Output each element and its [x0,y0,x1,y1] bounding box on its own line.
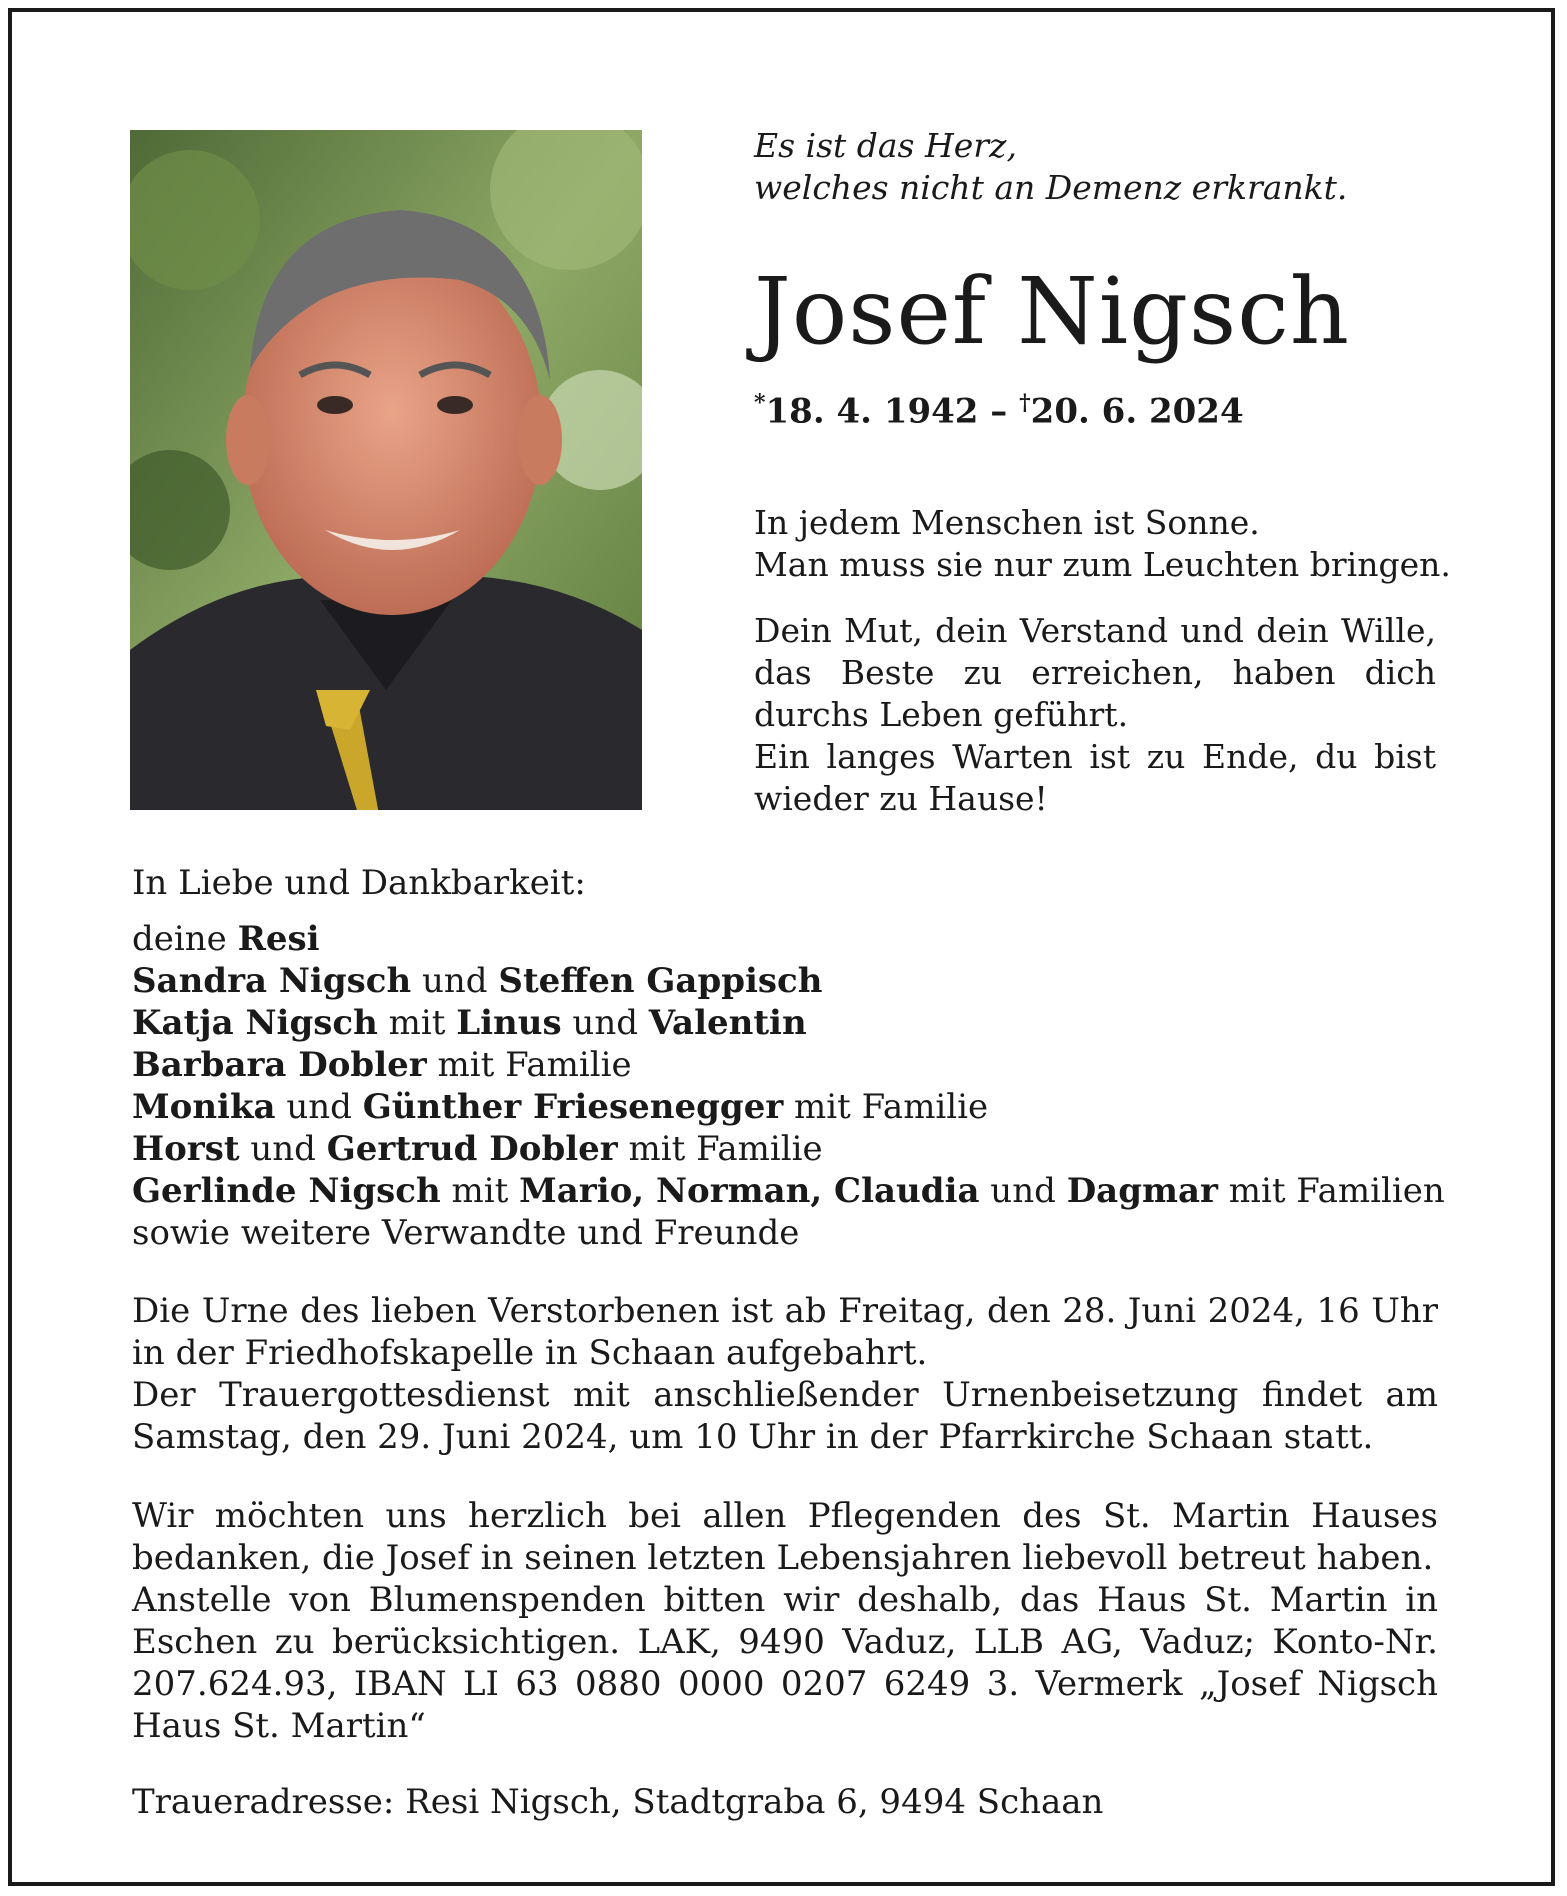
mourners-list [132,862,1452,1254]
row-text: und [561,1003,649,1043]
row-text: mit Familie [617,1129,823,1169]
mourning-address: Traueradresse: Resi Nigsch, Stadtgraba 6, 9494 Schaan [132,1782,1104,1822]
row-name: Monika [132,1087,276,1127]
death-cross-icon: † [1019,390,1031,416]
row-name: Resi [237,919,320,959]
row-name: Dagmar [1066,1171,1218,1211]
funeral-paragraph: Der Trauergottesdienst mit anschließender Urnenbeisetzung findet am Samstag, den 29. Juni 2024, um 10 Uhr in der Pfarrkirche Schaan statt. [132,1375,1438,1457]
birth-date: 18. 4. 1942 [765,391,979,432]
mourner-row [132,1086,1452,1128]
row-text: und [979,1171,1067,1211]
mourner-row [132,1128,1452,1170]
row-text: mit [440,1171,520,1211]
birth-star-icon: * [754,390,766,416]
mourner-row [132,918,1452,960]
row-name: Steffen Gappisch [498,961,823,1001]
mourner-row [132,960,1452,1002]
mourner-row [132,1002,1452,1044]
row-text: mit [377,1003,457,1043]
funeral-details [132,1290,1438,1458]
motto [754,502,1451,586]
portrait-photo [130,130,642,810]
tribute-text [754,610,1436,820]
row-text: mit Familie [426,1045,632,1085]
row-name: Barbara Dobler [132,1045,427,1085]
donation-paragraph: Anstelle von Blumenspenden bitten wir deshalb, das Haus St. Martin in Eschen zu berücksichtigen. LAK, 9490 Vaduz, LLB AG, Vaduz; Konto-Nr. 207.624.93, IBAN LI 63 0880 0000 0207 6249 3. Vermerk „Josef Nigsch Haus St. Martin“ [132,1580,1438,1746]
row-name: Valentin [648,1003,807,1043]
row-name: Katja Nigsch [132,1003,378,1043]
mourner-row [132,1044,1452,1086]
row-text: und [411,961,499,1001]
row-text: und [275,1087,363,1127]
row-name: Gertrud Dobler [326,1129,618,1169]
epigraph-quote [754,125,1347,209]
row-text: und [239,1129,327,1169]
deceased-name: Josef Nigsch [754,258,1351,365]
life-dates [754,390,1244,431]
row-name: Sandra Nigsch [132,961,412,1001]
tribute-paragraph: Dein Mut, dein Verstand und dein Wille, das Beste zu erreichen, haben dich durchs Leben geführt. [754,611,1436,734]
row-name: Mario, Norman, Claudia [519,1171,980,1211]
mourners-intro: In Liebe und Dankbarkeit: [132,863,586,903]
row-text: mit Familie [783,1087,989,1127]
motto-line: In jedem Menschen ist Sonne. [754,503,1260,542]
tribute-paragraph: Ein langes Warten ist zu Ende, du bist wieder zu Hause! [754,737,1436,818]
row-name: Linus [456,1003,562,1043]
mourners-closing: sowie weitere Verwandte und Freunde [132,1213,800,1253]
thanks-and-donation [132,1495,1438,1747]
row-text: deine [132,919,238,959]
row-name: Horst [132,1129,240,1169]
mourner-row [132,1170,1452,1212]
death-date: 20. 6. 2024 [1030,391,1244,432]
date-separator: – [978,391,1020,432]
funeral-paragraph: Die Urne des lieben Verstorbenen ist ab Freitag, den 28. Juni 2024, 16 Uhr in der Friedhofskapelle in Schaan aufgebahrt. [132,1291,1438,1373]
motto-line: Man muss sie nur zum Leuchten bringen. [754,545,1451,584]
row-text: mit Familien [1217,1171,1445,1211]
thanks-paragraph: Wir möchten uns herzlich bei allen Pflegenden des St. Martin Hauses bedanken, die Josef in seinen letzten Lebensjahren liebevoll betreut haben. [132,1496,1438,1578]
row-name: Gerlinde Nigsch [132,1171,441,1211]
row-name: Günther Friesenegger [362,1087,784,1127]
quote-line: welches nicht an Demenz erkrankt. [754,168,1348,207]
quote-line: Es ist das Herz, [754,126,1017,165]
